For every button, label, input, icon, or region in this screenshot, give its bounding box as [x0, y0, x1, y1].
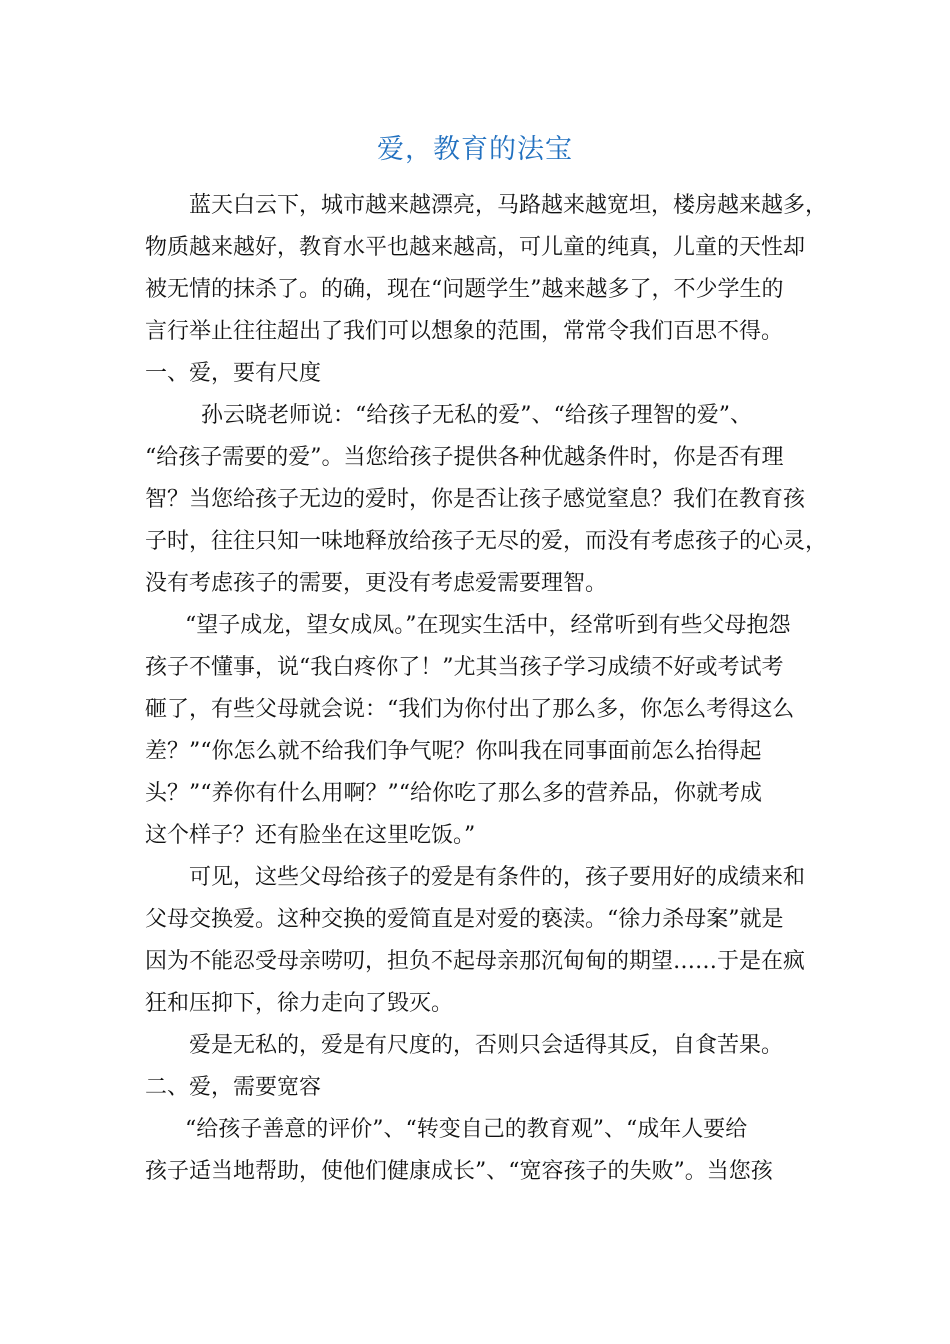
paragraph-line: 差？”“你怎么就不给我们争气呢？你叫我在同事面前怎么抬得起	[145, 739, 762, 764]
section-heading-1: 一、爱，要有尺度	[145, 361, 322, 386]
paragraph-line: 言行举止往往超出了我们可以想象的范围，常常令我们百思不得。	[145, 319, 784, 344]
document-title: 爱，教育的法宝	[377, 134, 573, 165]
paragraph-line: “给孩子需要的爱”。当您给孩子提供各种优越条件时，你是否有理	[145, 445, 784, 470]
paragraph-line: 砸了，有些父母就会说：“我们为你付出了那么多，你怎么考得这么	[145, 697, 795, 722]
paragraph-line: 孩子适当地帮助，使他们健康成长”、“宽容孩子的失败”。当您孩	[145, 1159, 773, 1184]
paragraph-line: 物质越来越好，教育水平也越来越高，可儿童的纯真，儿童的天性却	[145, 235, 806, 260]
paragraph-line: 被无情的抹杀了。的确，现在“问题学生”越来越多了，不少学生的	[145, 277, 784, 302]
document-body	[145, 185, 828, 1193]
paragraph-line: 蓝天白云下，城市越来越漂亮，马路越来越宽坦，楼房越来越多，	[189, 193, 828, 218]
paragraph-line: “望子成龙，望女成凤。”在现实生活中，经常听到有些父母抱怨	[185, 613, 791, 638]
paragraph-line: 父母交换爱。这种交换的爱简直是对爱的亵渎。“徐力杀母案”就是	[145, 907, 784, 932]
paragraph-line: 爱是无私的，爱是有尺度的，否则只会适得其反，自食苦果。	[189, 1033, 784, 1058]
paragraph-line: 孙云晓老师说：“给孩子无私的爱”、“给孩子理智的爱”、	[201, 403, 752, 428]
paragraph-line: 狂和压抑下，徐力走向了毁灭。	[145, 991, 454, 1016]
paragraph-line: 可见，这些父母给孩子的爱是有条件的，孩子要用好的成绩来和	[189, 865, 806, 890]
paragraph-line: 没有考虑孩子的需要，更没有考虑爱需要理智。	[145, 571, 608, 596]
paragraph-line: 智？当您给孩子无边的爱时，你是否让孩子感觉窒息？我们在教育孩	[145, 487, 806, 512]
paragraph-line: 因为不能忍受母亲唠叨，担负不起母亲那沉甸甸的期望……于是在疯	[145, 949, 806, 974]
paragraph-line: 头？”“养你有什么用啊？”“给你吃了那么多的营养品，你就考成	[145, 781, 762, 806]
paragraph-line: “给孩子善意的评价”、“转变自己的教育观”、“成年人要给	[185, 1117, 748, 1142]
paragraph-line: 孩子不懂事，说“我白疼你了！”尤其当孩子学习成绩不好或考试考	[145, 655, 784, 680]
section-heading-2: 二、爱，需要宽容	[145, 1075, 322, 1100]
paragraph-line: 子时，往往只知一味地释放给孩子无尽的爱，而没有考虑孩子的心灵，	[145, 529, 828, 554]
paragraph-line: 这个样子？还有脸坐在这里吃饭。”	[145, 823, 476, 848]
